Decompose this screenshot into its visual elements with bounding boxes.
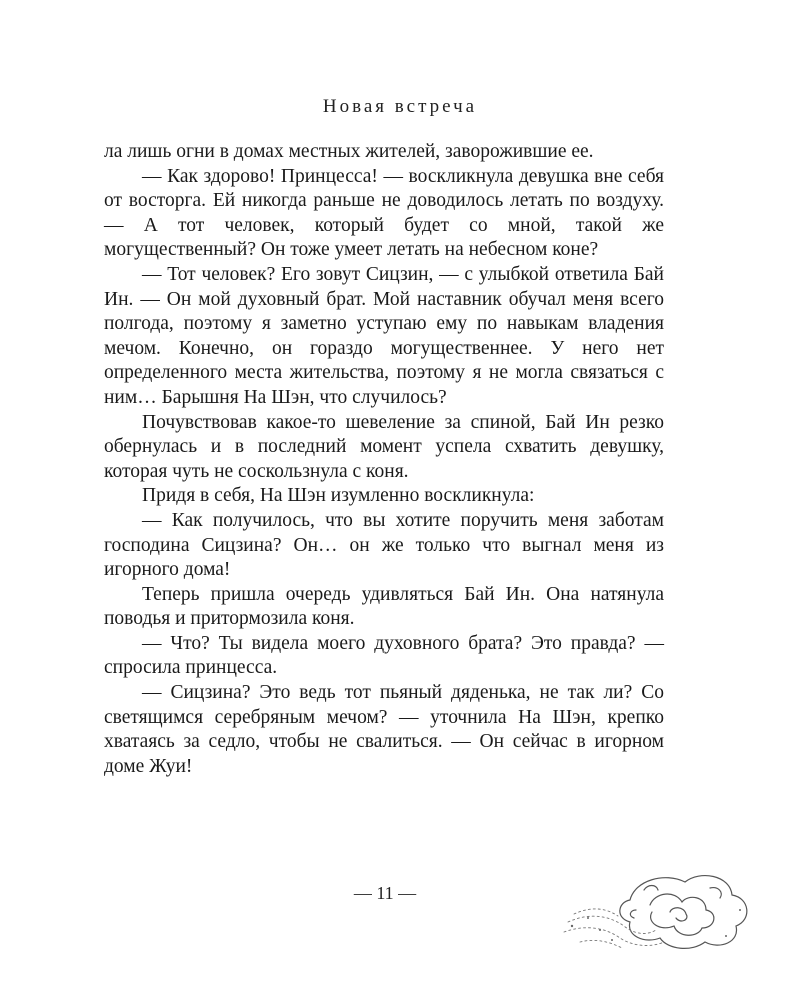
body-text xyxy=(104,140,664,779)
paragraph: ла лишь огни в домах местных жителей, заворожившие ее. xyxy=(104,141,594,162)
running-title: Новая встреча xyxy=(322,96,478,117)
paragraph: — Что? Ты видела моего духовного брата? Это правда? — спросила принцесса. xyxy=(104,632,664,679)
paragraph: — Тот человек? Его зовут Сицзин, — с улыбкой ответила Бай Ин. — Он мой духовный брат. Мой наставник обучал меня всего полгода, поэтому я заметно уступаю ему по навыкам владения мечом. Конечно, он гораздо могущественнее. У него нет определенного места жительства, поэтому я не могла связаться с ним… Барышня На Шэн, что случилось? xyxy=(104,263,664,408)
paragraph: — Сицзина? Это ведь тот пьяный дяденька, не так ли? Со светящимся серебряным мечом? — уточнила На Шэн, крепко хватаясь за седло, чтобы не свалиться. — Он сейчас в игорном доме Жуи! xyxy=(104,682,664,777)
paragraph: — Как получилось, что вы хотите поручить меня заботам господина Сицзина? Он… он же только что выгнал меня из игорного дома! xyxy=(104,509,664,581)
page-number: — 11 — xyxy=(353,883,417,903)
paragraph: Почувствовав какое-то шевеление за спиной, Бай Ин резко обернулась и в последний момент успела схватить девушку, которая чуть не соскользнула с коня. xyxy=(104,411,664,482)
paragraph: — Как здорово! Принцесса! — воскликнула девушка вне себя от восторга. Ей никогда раньше не доводилось летать по воздуху. — А тот человек, который будет со мной, такой же могущественный? Он тоже умеет летать на небесном коне? xyxy=(104,165,664,261)
paragraph: Теперь пришла очередь удивляться Бай Ин. Она натянула поводья и притормозила коня. xyxy=(104,583,664,630)
paragraph: Придя в себя, На Шэн изумленно воскликнула: xyxy=(142,485,535,507)
cloud-swirl-ornament-icon xyxy=(560,860,760,955)
